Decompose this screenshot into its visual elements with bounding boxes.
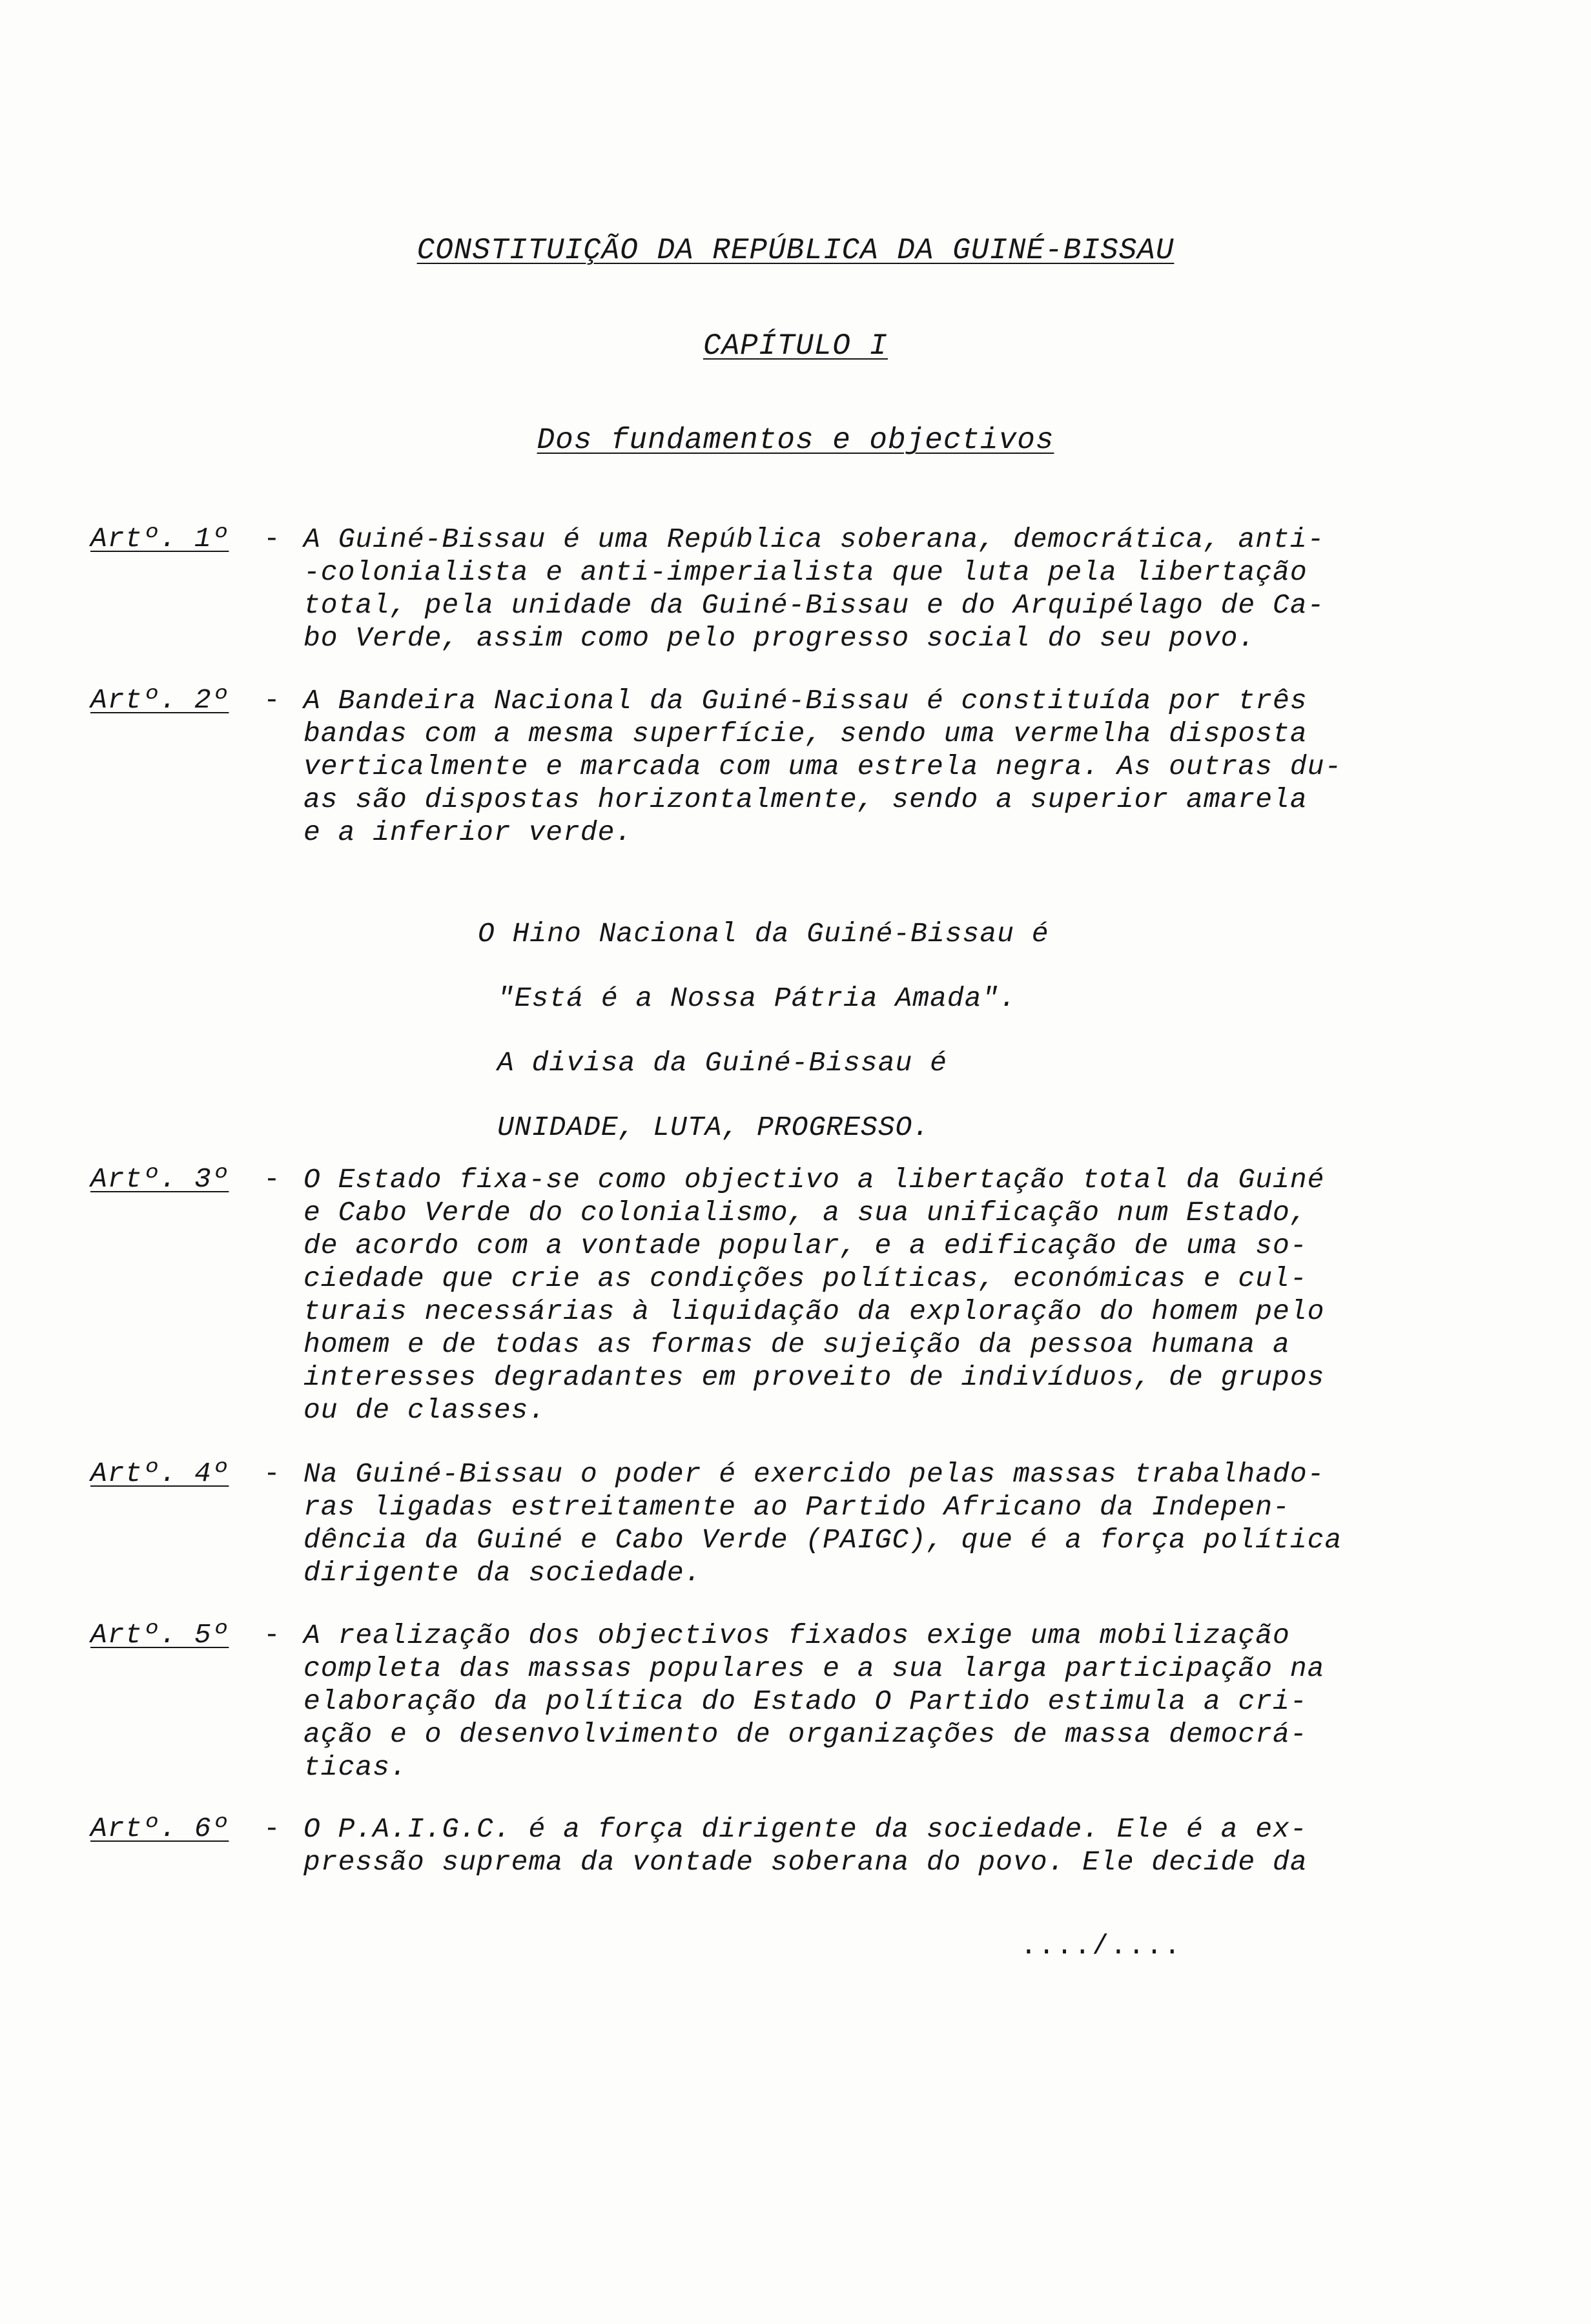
article-dash: - bbox=[263, 1813, 281, 1844]
article-dash: - bbox=[263, 1163, 281, 1195]
article-line: homem e de todas as formas de sujeição da pessoa humana a bbox=[303, 1329, 1290, 1360]
article-label: Artº. 2º bbox=[90, 684, 229, 716]
anthem-intro: O Hino Nacional da Guiné-Bissau é bbox=[478, 918, 1049, 950]
article-line: -colonialista e anti-imperialista que luta pela libertação bbox=[303, 556, 1308, 588]
article-dash: - bbox=[263, 1458, 281, 1489]
article-line: A realização dos objectivos fixados exige uma mobilização bbox=[303, 1620, 1290, 1651]
article-line: completa das massas populares e a sua larga participação na bbox=[303, 1653, 1325, 1684]
article-label: Artº. 1º bbox=[90, 523, 229, 555]
anthem-name: "Está é a Nossa Pátria Amada". bbox=[497, 983, 1017, 1014]
article-text bbox=[303, 1813, 1569, 1879]
article-dash: - bbox=[263, 1619, 281, 1651]
motto-intro: A divisa da Guiné-Bissau é bbox=[497, 1047, 947, 1079]
article-line: ras ligadas estreitamente ao Partido Africano da Indepen- bbox=[303, 1491, 1290, 1523]
article-line: e a inferior verde. bbox=[303, 817, 633, 848]
article-line: verticalmente e marcada com uma estrela negra. As outras du- bbox=[303, 751, 1342, 782]
article-text bbox=[303, 1458, 1569, 1589]
article-line: O P.A.I.G.C. é a força dirigente da sociedade. Ele é a ex- bbox=[303, 1813, 1308, 1845]
article-line: pressão suprema da vontade soberana do povo. Ele decide da bbox=[303, 1846, 1308, 1878]
document-title: CONSTITUIÇÃO DA REPÚBLICA DA GUINÉ-BISSAU bbox=[416, 234, 1175, 267]
page-continuation-mark: ..../.... bbox=[1020, 1930, 1182, 1962]
section-title: Dos fundamentos e objectivos bbox=[537, 423, 1054, 457]
article-line: ticas. bbox=[303, 1751, 407, 1783]
article-line: de acordo com a vontade popular, e a edificação de uma so- bbox=[303, 1230, 1308, 1261]
article-text bbox=[303, 523, 1569, 655]
article-line: A Bandeira Nacional da Guiné-Bissau é constituída por três bbox=[303, 685, 1308, 717]
article-line: bo Verde, assim como pelo progresso social do seu povo. bbox=[303, 622, 1256, 654]
article-label: Artº. 4º bbox=[90, 1458, 229, 1489]
article-label: Artº. 6º bbox=[90, 1813, 229, 1844]
article-line: ação e o desenvolvimento de organizações de massa democrá- bbox=[303, 1718, 1308, 1750]
article-text bbox=[303, 1163, 1569, 1427]
article-line: bandas com a mesma superfície, sendo uma vermelha disposta bbox=[303, 718, 1308, 749]
article-line: ou de classes. bbox=[303, 1394, 546, 1426]
article-line: dência da Guiné e Cabo Verde (PAIGC), que é a força política bbox=[303, 1524, 1342, 1556]
article-dash: - bbox=[263, 684, 281, 716]
article-text bbox=[303, 1619, 1569, 1784]
article-line: dirigente da sociedade. bbox=[303, 1557, 702, 1589]
article-line: ciedade que crie as condições políticas, económicas e cul- bbox=[303, 1263, 1308, 1294]
article-line: turais necessárias à liquidação da exploração do homem pelo bbox=[303, 1296, 1325, 1327]
article-line: Na Guiné-Bissau o poder é exercido pelas massas trabalhado- bbox=[303, 1458, 1325, 1490]
article-text bbox=[303, 684, 1569, 849]
article-line: as são dispostas horizontalmente, sendo a superior amarela bbox=[303, 784, 1308, 815]
article-line: A Guiné-Bissau é uma República soberana, democrática, anti- bbox=[303, 524, 1325, 555]
article-line: total, pela unidade da Guiné-Bissau e do Arquipélago de Ca- bbox=[303, 589, 1325, 621]
article-line: O Estado fixa-se como objectivo a libertação total da Guiné bbox=[303, 1164, 1325, 1196]
article-line: interesses degradantes em proveito de indivíduos, de grupos bbox=[303, 1361, 1325, 1393]
article-dash: - bbox=[263, 523, 281, 555]
article-label: Artº. 3º bbox=[90, 1163, 229, 1195]
motto: UNIDADE, LUTA, PROGRESSO. bbox=[497, 1112, 930, 1143]
article-line: e Cabo Verde do colonialismo, a sua unificação num Estado, bbox=[303, 1197, 1308, 1228]
article-label: Artº. 5º bbox=[90, 1619, 229, 1651]
article-line: elaboração da política do Estado O Partido estimula a cri- bbox=[303, 1686, 1308, 1717]
chapter-heading: CAPÍTULO I bbox=[703, 329, 888, 363]
